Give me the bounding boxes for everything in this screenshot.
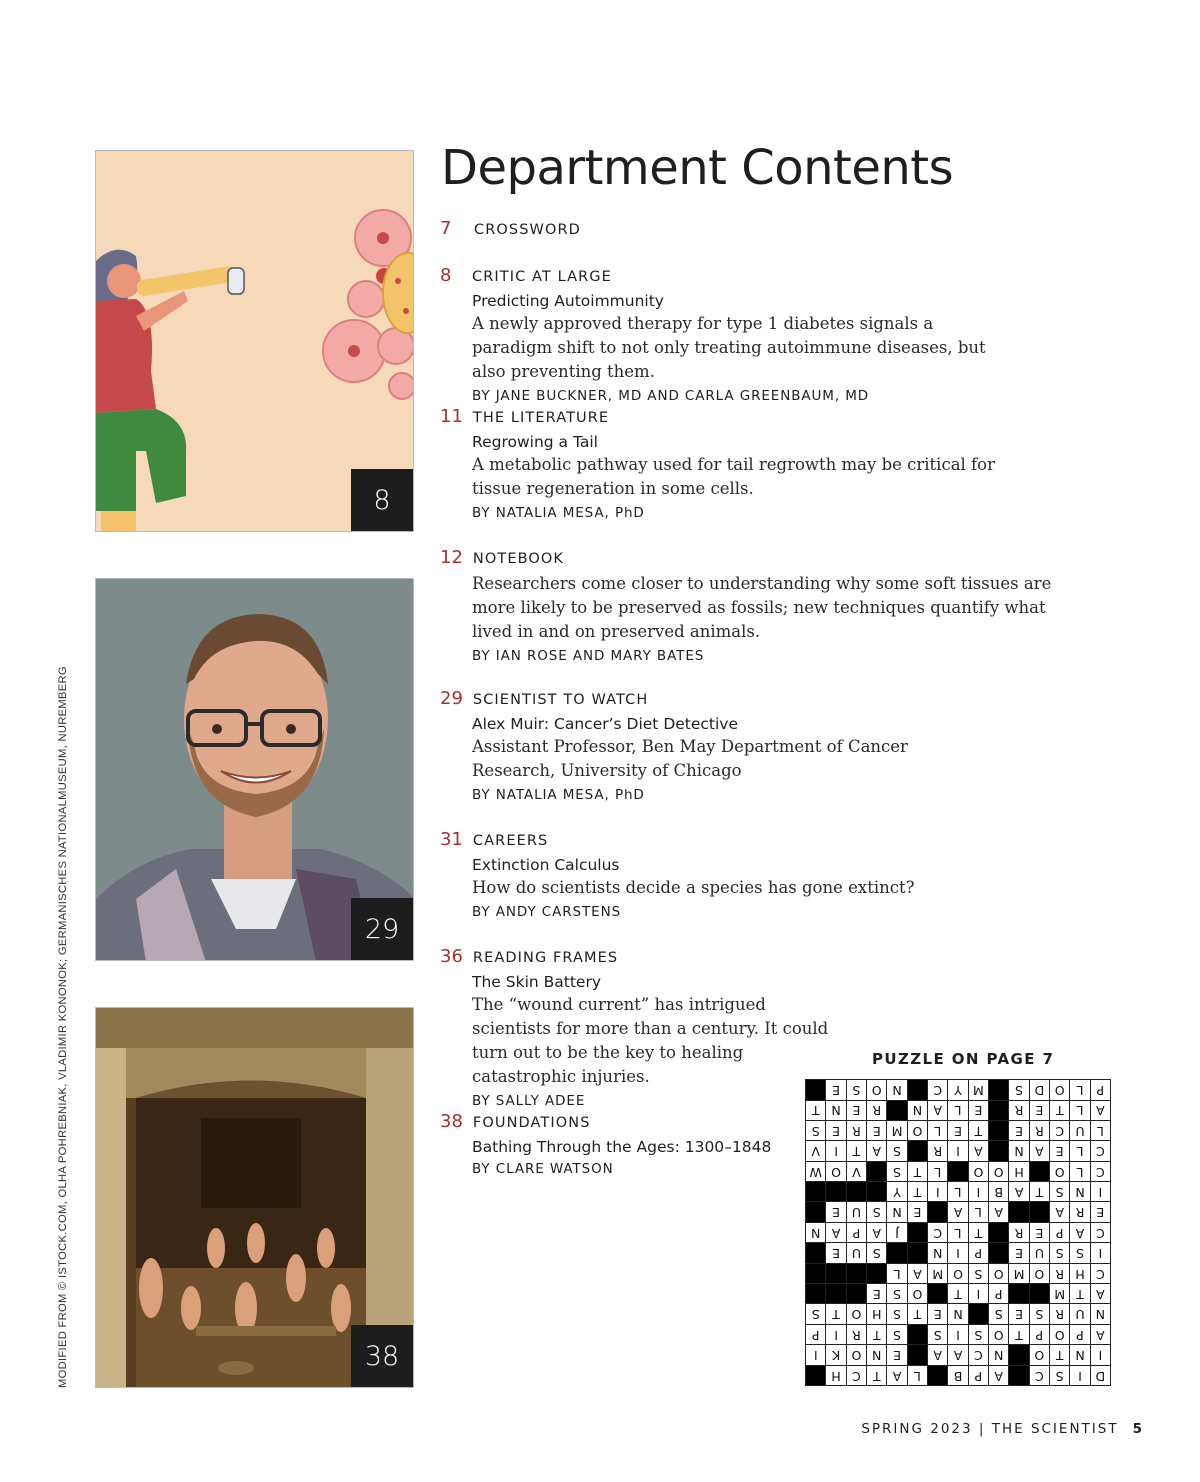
crossword-cell: E <box>907 1202 927 1222</box>
crossword-cell: S <box>887 1284 907 1304</box>
crossword-cell: S <box>1050 1243 1070 1263</box>
crossword-block <box>989 1141 1009 1161</box>
thumbnail-critic-at-large[interactable] <box>95 150 414 532</box>
crossword-block <box>846 1284 866 1304</box>
crossword-cell: S <box>867 1243 887 1263</box>
crossword-cell: S <box>968 1324 988 1344</box>
entry-title: Alex Muir: Cancer’s Diet Detective <box>472 715 739 733</box>
crossword-cell: I <box>826 1141 846 1161</box>
entry-department: SCIENTIST TO WATCH <box>472 692 649 708</box>
crossword-cell: O <box>1050 1080 1070 1100</box>
crossword-cell: I <box>806 1345 826 1365</box>
crossword-cell: L <box>928 1161 948 1181</box>
photo-credit: MODIFIED FROM © ISTOCK.COM, OLHA POHREBNIAK, VLADIMIR KONONOK; GERMANISCHES NATIONALMUSEUM, NUREMBERG <box>57 666 69 1388</box>
entry-byline: BY NATALIA MESA, PhD <box>472 505 645 521</box>
crossword-cell: I <box>1090 1182 1110 1202</box>
crossword-cell: U <box>1029 1243 1049 1263</box>
entry-title: Bathing Through the Ages: 1300–1848 <box>472 1138 772 1156</box>
crossword-cell: O <box>1029 1345 1049 1365</box>
crossword-cell: T <box>968 1222 988 1242</box>
crossword-block <box>1029 1202 1049 1222</box>
crossword-block <box>867 1182 887 1202</box>
crossword-cell: R <box>1050 1263 1070 1283</box>
crossword-cell: O <box>1050 1161 1070 1181</box>
crossword-cell: N <box>867 1345 887 1365</box>
crossword-cell: T <box>1029 1182 1049 1202</box>
crossword-cell: D <box>1090 1365 1110 1385</box>
toc-entry-scientist-to-watch[interactable] <box>440 688 1060 803</box>
crossword-cell: C <box>1090 1222 1110 1242</box>
crossword-cell: O <box>989 1263 1009 1283</box>
crossword-cell: N <box>948 1304 968 1324</box>
crossword-cell: I <box>1070 1365 1090 1385</box>
crossword-cell: S <box>1050 1182 1070 1202</box>
crossword-cell: O <box>846 1304 866 1324</box>
crossword-block <box>968 1304 988 1324</box>
crossword-cell: S <box>1070 1243 1090 1263</box>
crossword-cell: A <box>928 1100 948 1120</box>
crossword-cell: R <box>1029 1120 1049 1140</box>
entry-description: Assistant Professor, Ben May Department of Cancer Research, University of Chicago <box>472 737 908 780</box>
crossword-cell: I <box>1090 1345 1110 1365</box>
entry-byline: BY CLARE WATSON <box>472 1161 614 1177</box>
crossword-cell: H <box>826 1365 846 1385</box>
crossword-cell: T <box>826 1304 846 1324</box>
thumbnail-scientist-to-watch[interactable] <box>95 578 414 961</box>
entry-page-number: 12 <box>440 547 463 568</box>
crossword-cell: A <box>1090 1100 1110 1120</box>
crossword-block <box>989 1100 1009 1120</box>
crossword-row <box>806 1365 1111 1385</box>
entry-page-number: 7 <box>440 218 452 239</box>
crossword-cell: A <box>928 1345 948 1365</box>
crossword-cell: T <box>1050 1345 1070 1365</box>
crossword-cell: L <box>948 1100 968 1120</box>
crossword-cell: T <box>907 1161 927 1181</box>
crossword-cell: U <box>1070 1120 1090 1140</box>
crossword-cell: A <box>1029 1141 1049 1161</box>
crossword-cell: A <box>948 1202 968 1222</box>
entry-department: NOTEBOOK <box>472 551 565 567</box>
crossword-cell: A <box>968 1141 988 1161</box>
crossword-cell: M <box>928 1263 948 1283</box>
crossword-block <box>806 1202 826 1222</box>
crossword-cell: Y <box>887 1182 907 1202</box>
crossword-cell: M <box>968 1080 988 1100</box>
crossword-cell: C <box>1029 1365 1049 1385</box>
crossword-cell: C <box>1090 1141 1110 1161</box>
crossword-cell: E <box>928 1304 948 1324</box>
crossword-cell: E <box>846 1100 866 1120</box>
crossword-cell: V <box>806 1141 826 1161</box>
crossword-cell: S <box>887 1141 907 1161</box>
crossword-cell: L <box>907 1365 927 1385</box>
crossword-cell: M <box>887 1120 907 1140</box>
crossword-cell: L <box>928 1120 948 1140</box>
crossword-cell: U <box>846 1202 866 1222</box>
crossword-cell: W <box>806 1161 826 1181</box>
crossword-cell: A <box>867 1141 887 1161</box>
entry-byline: BY ANDY CARSTENS <box>472 904 622 920</box>
crossword-cell: J <box>887 1222 907 1242</box>
crossword-table <box>805 1079 1111 1386</box>
crossword-cell: I <box>1090 1243 1110 1263</box>
crossword-cell: O <box>907 1284 927 1304</box>
crossword-cell: O <box>948 1263 968 1283</box>
crossword-cell: C <box>968 1345 988 1365</box>
crossword-cell: O <box>826 1161 846 1181</box>
toc-entry-crossword[interactable] <box>440 218 1060 239</box>
crossword-cell: I <box>968 1284 988 1304</box>
crossword-cell: T <box>1009 1324 1029 1344</box>
crossword-cell: A <box>867 1222 887 1242</box>
page-number-badge: 29 <box>351 898 413 960</box>
crossword-cell: S <box>1050 1365 1070 1385</box>
crossword-cell: M <box>1009 1263 1029 1283</box>
crossword-cell: N <box>887 1202 907 1222</box>
crossword-cell: S <box>887 1161 907 1181</box>
crossword-block <box>928 1202 948 1222</box>
crossword-cell: C <box>928 1080 948 1100</box>
crossword-cell: S <box>1029 1304 1049 1324</box>
crossword-cell: S <box>968 1263 988 1283</box>
crossword-row <box>806 1324 1111 1344</box>
entry-byline: BY NATALIA MESA, PhD <box>472 787 645 803</box>
crossword-cell: P <box>806 1324 826 1344</box>
crossword-cell: C <box>1090 1263 1110 1283</box>
crossword-cell: E <box>867 1284 887 1304</box>
entry-department: CAREERS <box>472 833 549 849</box>
crossword-cell: N <box>1009 1141 1029 1161</box>
crossword-cell: I <box>948 1141 968 1161</box>
crossword-block <box>867 1161 887 1181</box>
crossword-cell: S <box>928 1324 948 1344</box>
crossword-cell: Y <box>948 1080 968 1100</box>
crossword-cell: R <box>846 1120 866 1140</box>
crossword-cell: R <box>1070 1202 1090 1222</box>
crossword-row <box>806 1202 1111 1222</box>
crossword-cell: E <box>1029 1100 1049 1120</box>
crossword-cell: L <box>1070 1161 1090 1181</box>
entry-description: A metabolic pathway used for tail regrowth may be critical for tissue regeneration in some cells. <box>472 455 995 498</box>
crossword-block <box>867 1263 887 1283</box>
crossword-cell: S <box>887 1324 907 1344</box>
crossword-block <box>907 1141 927 1161</box>
crossword-cell: M <box>1050 1284 1070 1304</box>
crossword-row <box>806 1182 1111 1202</box>
crossword-cell: E <box>1009 1120 1029 1140</box>
entry-title: Regrowing a Tail <box>472 433 598 451</box>
crossword-cell: T <box>968 1120 988 1140</box>
crossword-block <box>948 1161 968 1181</box>
crossword-cell: H <box>1009 1161 1029 1181</box>
crossword-block <box>806 1263 826 1283</box>
crossword-block <box>806 1182 826 1202</box>
crossword-cell: U <box>1070 1304 1090 1324</box>
crossword-cell: I <box>968 1182 988 1202</box>
entry-description: The “wound current” has intrigued scientists for more than a century. It could turn out to be the key to healing catastrophic injuries. <box>472 995 829 1086</box>
crossword-cell: E <box>1029 1222 1049 1242</box>
crossword-cell: L <box>948 1222 968 1242</box>
entry-description: How do scientists decide a species has gone extinct? <box>472 878 915 897</box>
entry-department: CRITIC AT LARGE <box>472 269 612 285</box>
crossword-row <box>806 1243 1111 1263</box>
crossword-cell: O <box>1050 1324 1070 1344</box>
crossword-cell: A <box>887 1365 907 1385</box>
crossword-cell: A <box>989 1365 1009 1385</box>
crossword-block <box>887 1100 907 1120</box>
crossword-block <box>826 1263 846 1283</box>
crossword-row <box>806 1161 1111 1181</box>
crossword-cell: I <box>826 1324 846 1344</box>
crossword-block <box>1029 1161 1049 1181</box>
crossword-cell: A <box>1090 1324 1110 1344</box>
crossword-block <box>989 1120 1009 1140</box>
crossword-cell: T <box>1050 1100 1070 1120</box>
entry-byline: BY JANE BUCKNER, MD AND CARLA GREENBAUM, MD <box>472 388 870 404</box>
toc-entry-critic-at-large[interactable] <box>440 265 1060 404</box>
entry-department: THE LITERATURE <box>472 410 610 426</box>
crossword-cell: B <box>948 1365 968 1385</box>
crossword-block <box>1009 1284 1029 1304</box>
toc-entry-notebook[interactable] <box>440 547 1060 664</box>
crossword-row <box>806 1080 1111 1100</box>
crossword-block <box>907 1222 927 1242</box>
entry-page-number: 38 <box>440 1111 463 1132</box>
crossword-cell: R <box>1050 1304 1070 1324</box>
entry-byline: BY IAN ROSE AND MARY BATES <box>472 648 705 664</box>
page-number-badge: 8 <box>351 469 413 531</box>
crossword-cell: T <box>867 1365 887 1385</box>
crossword-cell: E <box>1050 1141 1070 1161</box>
entry-description: A newly approved therapy for type 1 diabetes signals a paradigm shift to not only treating autoimmune diseases, but also preventing them. <box>472 314 986 381</box>
crossword-cell: O <box>907 1120 927 1140</box>
crossword-cell: N <box>887 1080 907 1100</box>
entry-department: READING FRAMES <box>472 950 619 966</box>
crossword-cell: H <box>867 1304 887 1324</box>
entry-page-number: 31 <box>440 829 463 850</box>
crossword-cell: S <box>806 1304 826 1324</box>
crossword-block <box>1009 1365 1029 1385</box>
crossword-cell: N <box>826 1100 846 1120</box>
crossword-row <box>806 1222 1111 1242</box>
crossword-block <box>1029 1284 1049 1304</box>
crossword-cell: C <box>1090 1161 1110 1181</box>
crossword-cell: T <box>907 1304 927 1324</box>
crossword-cell: N <box>1070 1345 1090 1365</box>
crossword-cell: S <box>867 1202 887 1222</box>
entry-department: FOUNDATIONS <box>472 1115 591 1131</box>
crossword-block <box>928 1365 948 1385</box>
crossword-block <box>806 1243 826 1263</box>
footer-page-number: 5 <box>1132 1421 1142 1437</box>
crossword-cell: N <box>989 1345 1009 1365</box>
entry-page-number: 36 <box>440 946 463 967</box>
crossword-cell: E <box>826 1202 846 1222</box>
crossword-cell: E <box>1090 1202 1110 1222</box>
crossword-row <box>806 1284 1111 1304</box>
crossword-cell: O <box>968 1161 988 1181</box>
crossword-block <box>989 1222 1009 1242</box>
crossword-cell: T <box>948 1284 968 1304</box>
crossword-cell: U <box>846 1243 866 1263</box>
crossword-cell: L <box>1070 1080 1090 1100</box>
crossword-cell: R <box>867 1100 887 1120</box>
crossword-cell: O <box>1029 1263 1049 1283</box>
crossword-row <box>806 1345 1111 1365</box>
crossword-block <box>907 1243 927 1263</box>
crossword-cell: R <box>846 1324 866 1344</box>
crossword-cell: C <box>1050 1120 1070 1140</box>
entry-department: CROSSWORD <box>474 222 581 238</box>
crossword-cell: A <box>826 1222 846 1242</box>
crossword-cell: S <box>1009 1080 1029 1100</box>
crossword-solution-grid <box>805 1080 1111 1386</box>
entry-page-number: 29 <box>440 688 463 709</box>
crossword-cell: C <box>928 1222 948 1242</box>
crossword-block <box>1009 1345 1029 1365</box>
entry-description: Researchers come closer to understanding why some soft tissues are more likely to be preserved as fossils; new techniques quantify what lived in and on preserved animals. <box>472 574 1052 641</box>
crossword-cell: R <box>928 1141 948 1161</box>
crossword-block <box>907 1080 927 1100</box>
crossword-block <box>806 1080 826 1100</box>
crossword-cell: T <box>907 1182 927 1202</box>
entry-page-number: 11 <box>440 406 463 427</box>
crossword-cell: L <box>1070 1100 1090 1120</box>
page-footer <box>861 1421 1142 1437</box>
crossword-cell: P <box>968 1243 988 1263</box>
crossword-cell: P <box>1050 1222 1070 1242</box>
crossword-cell: A <box>948 1345 968 1365</box>
crossword-cell: S <box>846 1080 866 1100</box>
crossword-cell: N <box>907 1100 927 1120</box>
crossword-row <box>806 1100 1111 1120</box>
crossword-cell: O <box>846 1345 866 1365</box>
entry-page-number: 8 <box>440 265 452 286</box>
crossword-cell: P <box>989 1284 1009 1304</box>
crossword-cell: E <box>1009 1243 1029 1263</box>
crossword-cell: I <box>948 1324 968 1344</box>
crossword-cell: P <box>1070 1324 1090 1344</box>
crossword-block <box>887 1243 907 1263</box>
crossword-cell: E <box>948 1120 968 1140</box>
crossword-cell: S <box>887 1304 907 1324</box>
crossword-cell: N <box>1070 1182 1090 1202</box>
entry-title: Predicting Autoimmunity <box>472 292 664 310</box>
crossword-block <box>928 1284 948 1304</box>
crossword-block <box>907 1324 927 1344</box>
crossword-block <box>989 1080 1009 1100</box>
entry-byline: BY SALLY ADEE <box>472 1093 586 1109</box>
crossword-cell: H <box>1070 1263 1090 1283</box>
crossword-cell: N <box>806 1222 826 1242</box>
crossword-cell: P <box>1090 1080 1110 1100</box>
entry-title: The Skin Battery <box>472 973 601 991</box>
crossword-cell: L <box>968 1202 988 1222</box>
crossword-block <box>806 1365 826 1385</box>
crossword-cell: S <box>806 1120 826 1140</box>
crossword-cell: A <box>907 1263 927 1283</box>
crossword-cell: L <box>887 1263 907 1283</box>
crossword-cell: L <box>1090 1120 1110 1140</box>
crossword-cell: C <box>846 1365 866 1385</box>
crossword-cell: E <box>887 1345 907 1365</box>
crossword-block <box>907 1345 927 1365</box>
crossword-cell: E <box>826 1120 846 1140</box>
crossword-cell: L <box>1070 1141 1090 1161</box>
crossword-cell: T <box>806 1100 826 1120</box>
crossword-cell: O <box>989 1161 1009 1181</box>
crossword-block <box>989 1243 1009 1263</box>
page-title: Department Contents <box>441 140 954 196</box>
crossword-row <box>806 1141 1111 1161</box>
crossword-cell: E <box>867 1120 887 1140</box>
crossword-row <box>806 1304 1111 1324</box>
crossword-cell: P <box>1029 1324 1049 1344</box>
crossword-block <box>846 1263 866 1283</box>
thumbnail-foundations[interactable] <box>95 1007 414 1388</box>
crossword-cell: P <box>968 1365 988 1385</box>
crossword-cell: E <box>1009 1304 1029 1324</box>
crossword-block <box>846 1182 866 1202</box>
crossword-cell: L <box>948 1182 968 1202</box>
crossword-cell: A <box>1009 1182 1029 1202</box>
crossword-cell: O <box>989 1324 1009 1344</box>
puzzle-label: PUZZLE ON PAGE 7 <box>872 1050 1055 1068</box>
crossword-cell: D <box>1029 1080 1049 1100</box>
crossword-cell: T <box>846 1141 866 1161</box>
crossword-cell: R <box>1009 1100 1029 1120</box>
crossword-cell: P <box>846 1222 866 1242</box>
crossword-row <box>806 1120 1111 1140</box>
footer-issue: SPRING 2023 | THE SCIENTIST <box>861 1421 1119 1437</box>
crossword-block <box>1009 1202 1029 1222</box>
crossword-cell: B <box>989 1182 1009 1202</box>
crossword-cell: A <box>1090 1284 1110 1304</box>
crossword-cell: A <box>1070 1222 1090 1242</box>
toc-entry-careers[interactable] <box>440 829 1060 920</box>
crossword-cell: N <box>928 1243 948 1263</box>
toc-entry-the-literature[interactable] <box>440 406 1060 521</box>
crossword-cell: I <box>928 1182 948 1202</box>
crossword-block <box>806 1284 826 1304</box>
crossword-cell: V <box>846 1161 866 1181</box>
crossword-cell: S <box>989 1304 1009 1324</box>
crossword-block <box>826 1182 846 1202</box>
crossword-cell: O <box>867 1080 887 1100</box>
crossword-cell: E <box>826 1243 846 1263</box>
crossword-row <box>806 1263 1111 1283</box>
crossword-cell: R <box>1009 1222 1029 1242</box>
crossword-cell: I <box>948 1243 968 1263</box>
crossword-cell: A <box>1050 1202 1070 1222</box>
page-number-badge: 38 <box>351 1325 413 1387</box>
entry-title: Extinction Calculus <box>472 856 620 874</box>
crossword-cell: T <box>867 1324 887 1344</box>
crossword-cell: N <box>1090 1304 1110 1324</box>
crossword-cell: K <box>826 1345 846 1365</box>
crossword-cell: E <box>968 1100 988 1120</box>
crossword-block <box>826 1284 846 1304</box>
crossword-cell: E <box>826 1080 846 1100</box>
crossword-cell: T <box>1070 1284 1090 1304</box>
crossword-cell: A <box>989 1202 1009 1222</box>
